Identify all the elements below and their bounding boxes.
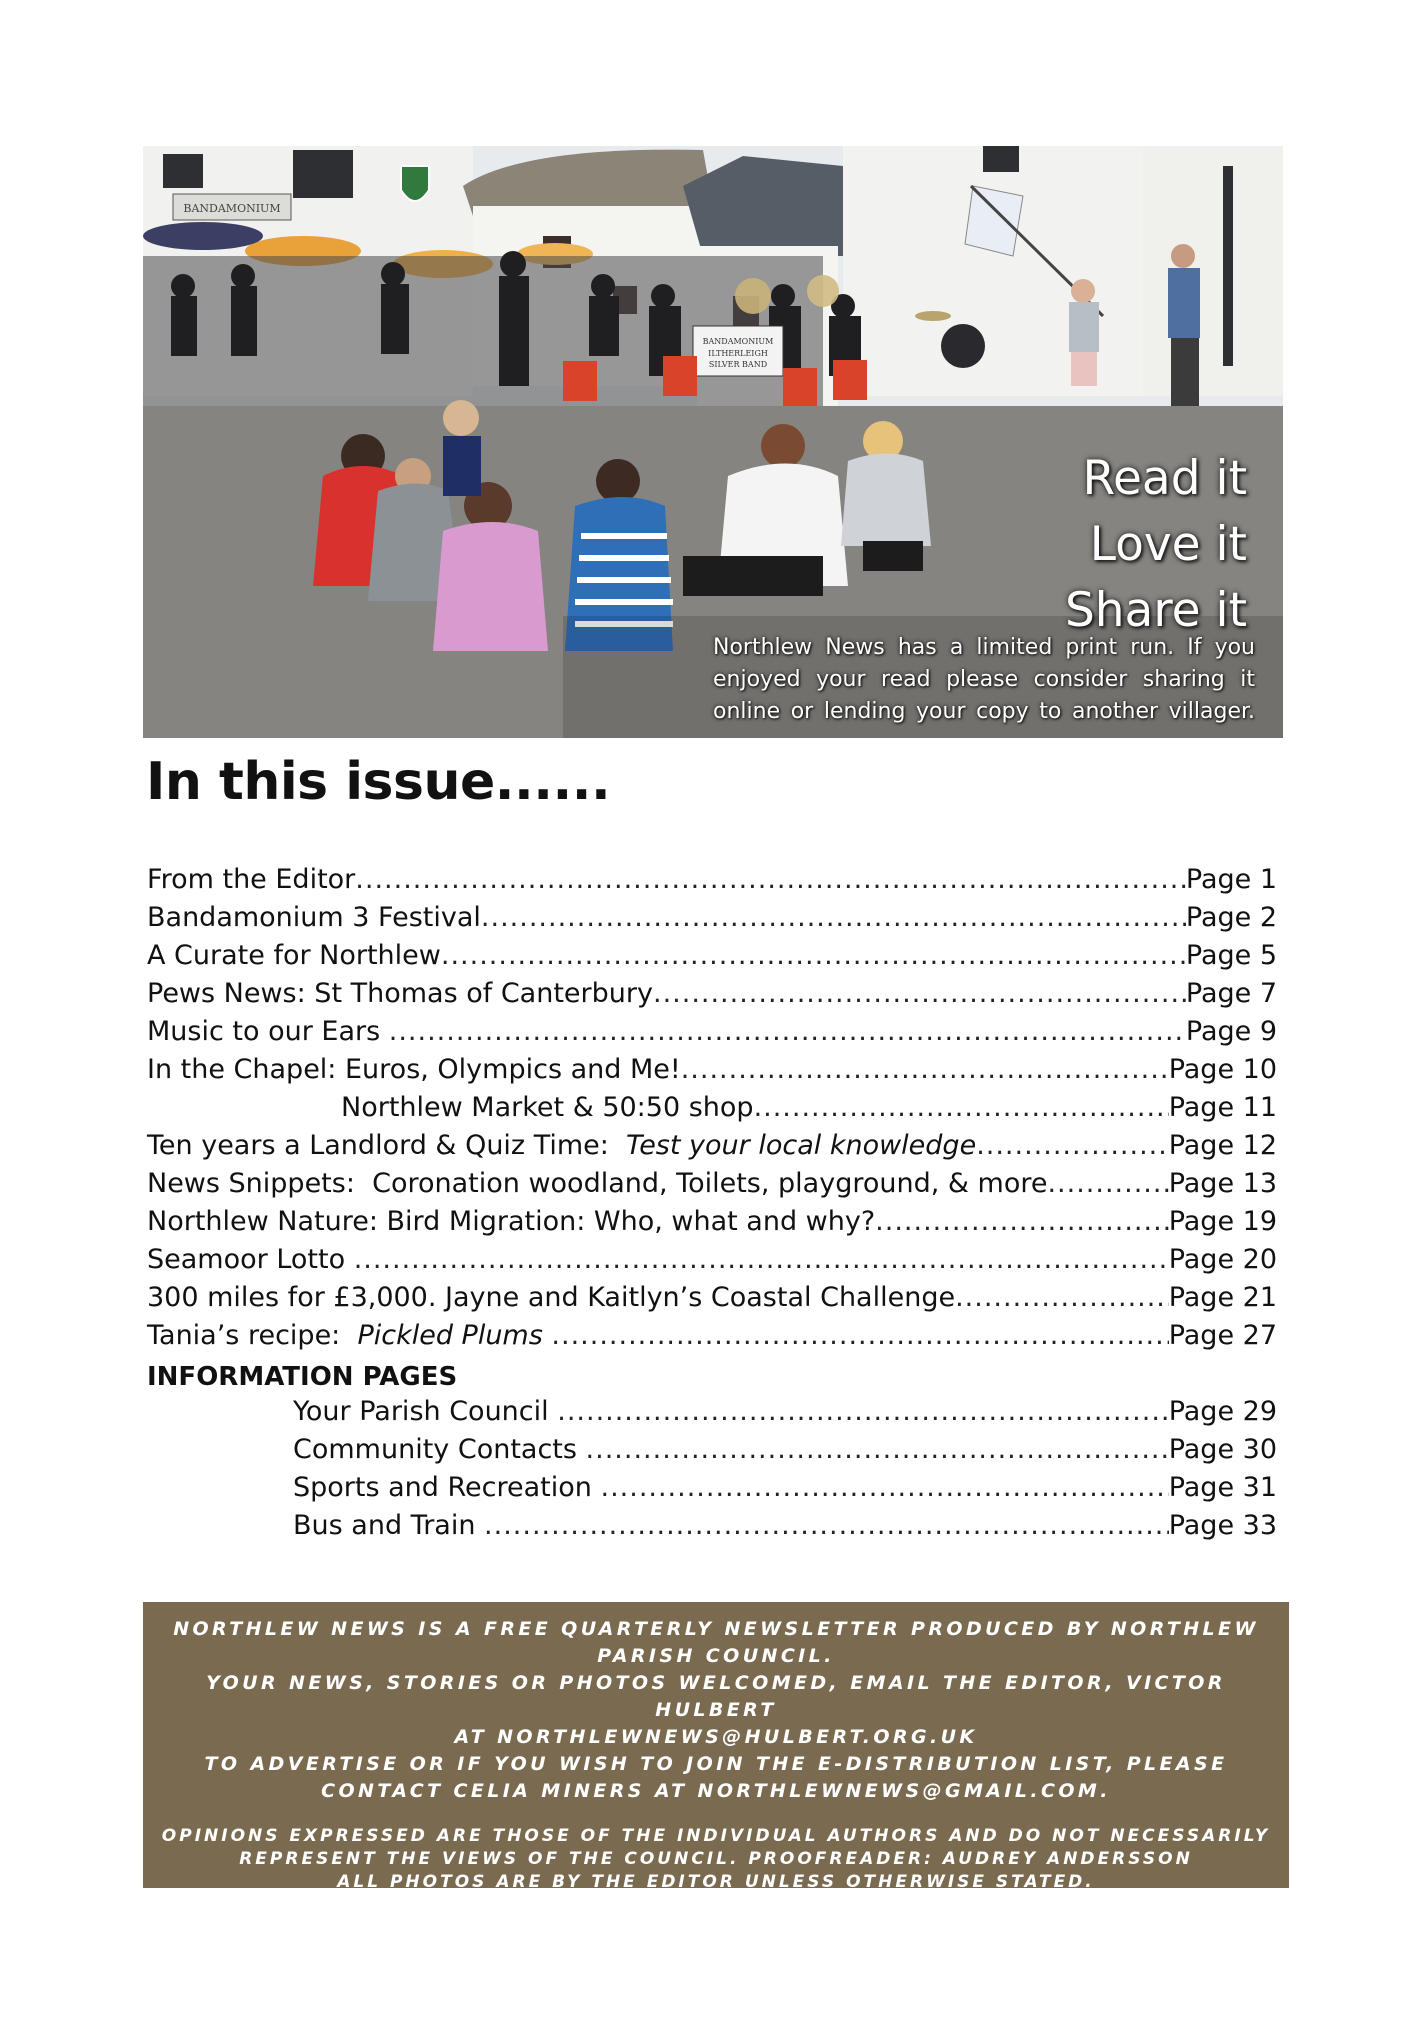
toc-leader-dots (586, 1434, 1169, 1465)
disclaimer-line: ALL PHOTOS ARE BY THE EDITOR UNLESS OTHERWISE STATED. (337, 1872, 1095, 1892)
table-of-contents (147, 864, 1277, 1548)
toc-entry-title: Bandamonium 3 Festival (147, 902, 481, 933)
band-sign-line-3: SILVER BAND (708, 360, 768, 369)
toc-leader-dots (600, 1472, 1168, 1503)
print-run-note-line: Northlew News has a limited print run. If you (713, 635, 1255, 660)
toc-entry-title-after (543, 1320, 552, 1351)
toc-entry-page: Page 20 (1168, 1244, 1277, 1275)
toc-leader-dots (441, 940, 1186, 971)
toc-entry-title: Bus and Train (293, 1510, 485, 1541)
toc-entry-title-plain: Ten years a Landlord & Quiz Time: (147, 1130, 627, 1161)
toc-leader-dots (481, 902, 1186, 933)
print-run-note-line: enjoyed your read please consider sharing it (713, 667, 1255, 692)
toc-entry-title: From the Editor (147, 864, 356, 895)
toc-entry-page: Page 2 (1185, 902, 1277, 933)
toc-entry-page: Page 29 (1168, 1396, 1277, 1427)
toc-leader-dots (754, 1092, 1169, 1123)
issue-heading: In this issue...... (146, 752, 611, 812)
toc-leader-dots (976, 1130, 1169, 1161)
toc-entry[interactable] (147, 1434, 1277, 1472)
toc-entry[interactable] (147, 902, 1277, 940)
toc-entry-title: Pews News: St Thomas of Canterbury (147, 978, 653, 1009)
toc-leader-dots (681, 1054, 1169, 1085)
toc-entry[interactable] (147, 1282, 1277, 1320)
toc-entry-page: Page 21 (1168, 1282, 1277, 1313)
toc-entry[interactable] (147, 1244, 1277, 1282)
toc-leader-dots (355, 864, 1186, 895)
distribution-email-line[interactable]: CONTACT CELIA MINERS AT NORTHLEWNEWS@GMAIL.COM. (321, 1780, 1111, 1802)
cover-photo (143, 146, 1283, 738)
information-pages-heading: INFORMATION PAGES (147, 1362, 458, 1392)
toc-entry-title-plain: Tania’s recipe: (147, 1320, 358, 1351)
toc-entry[interactable] (147, 1472, 1277, 1510)
toc-leader-dots (875, 1206, 1169, 1237)
toc-leader-dots (557, 1396, 1168, 1427)
toc-leader-dots (1047, 1168, 1168, 1199)
toc-entry-title: Community Contacts (293, 1434, 586, 1465)
spacer (143, 1805, 1289, 1825)
toc-entry-page: Page 31 (1168, 1472, 1277, 1503)
slogan-read-it: Read it (1082, 451, 1247, 506)
toc-entry-page: Page 12 (1168, 1130, 1277, 1161)
info-line: NORTHLEW NEWS IS A FREE QUARTERLY NEWSLETTER PRODUCED BY NORTHLEW (173, 1618, 1259, 1640)
toc-entry-title-italic: Test your local knowledge (626, 1130, 977, 1161)
newsletter-info-box (143, 1602, 1289, 1892)
toc-entry[interactable] (147, 1396, 1277, 1434)
toc-leader-dots (484, 1510, 1169, 1541)
toc-entry[interactable] (147, 978, 1277, 1016)
toc-entry-page: Page 33 (1168, 1510, 1277, 1541)
toc-entry-title: Sports and Recreation (293, 1472, 601, 1503)
toc-entry-title: 300 miles for £3,000. Jayne and Kaitlyn’s Coastal Challenge (147, 1282, 956, 1313)
band-sign-line-2: ILTHERLEIGH (708, 349, 768, 358)
info-line: PARISH COUNCIL. (597, 1645, 835, 1667)
toc-entry-page: Page 19 (1168, 1206, 1277, 1237)
toc-entry-title: Northlew Market & 50:50 shop (341, 1092, 754, 1123)
toc-entry-page: Page 9 (1185, 1016, 1277, 1047)
toc-entry-page: Page 7 (1185, 978, 1277, 1009)
toc-entry-title: Seamoor Lotto (147, 1244, 354, 1275)
toc-leader-dots (354, 1244, 1169, 1275)
toc-entry-page: Page 13 (1168, 1168, 1277, 1199)
toc-entry[interactable] (147, 1016, 1277, 1054)
toc-entry-title: A Curate for Northlew (147, 940, 441, 971)
share-slogan (1065, 446, 1247, 644)
toc-entry[interactable] (147, 864, 1277, 902)
band-flag-icon (965, 186, 1023, 256)
print-run-note-line: online or lending your copy to another villager. (713, 699, 1255, 724)
toc-entry[interactable] (147, 1206, 1277, 1244)
village-crest-icon (401, 166, 429, 201)
toc-entry-title: News Snippets: Coronation woodland, Toilets, playground, & more (147, 1168, 1048, 1199)
slogan-share-it: Share it (1064, 583, 1247, 638)
toc-entry[interactable] (147, 1510, 1277, 1548)
toc-entry-title: Your Parish Council (293, 1396, 558, 1427)
band-sign-line-1: BANDAMONIUM (702, 337, 774, 346)
toc-leader-dots (653, 978, 1186, 1009)
editor-email-line[interactable]: AT NORTHLEWNEWS@HULBERT.ORG.UK (454, 1726, 978, 1748)
toc-entry[interactable] (147, 940, 1277, 978)
toc-entry[interactable] (147, 1092, 1277, 1130)
pub-sign-text: BANDAMONIUM (183, 202, 281, 215)
slogan-love-it: Love it (1089, 517, 1247, 572)
toc-entry-title-italic: Pickled Plums (357, 1320, 543, 1351)
toc-entry-page: Page 10 (1168, 1054, 1277, 1085)
toc-entry-title: Northlew Nature: Bird Migration: Who, what and why? (147, 1206, 876, 1237)
toc-leader-dots (389, 1016, 1186, 1047)
toc-entry-page: Page 1 (1185, 864, 1277, 895)
print-run-note (713, 632, 1255, 728)
disclaimer-line: REPRESENT THE VIEWS OF THE COUNCIL. PROOFREADER: AUDREY ANDERSSON (239, 1849, 1193, 1869)
toc-entry[interactable] (147, 1320, 1277, 1358)
toc-entry-title (147, 1130, 976, 1161)
toc-entry[interactable] (147, 1054, 1277, 1092)
toc-leader-dots (551, 1320, 1168, 1351)
toc-entry[interactable] (147, 1130, 1277, 1168)
toc-entry-page: Page 5 (1185, 940, 1277, 971)
toc-entry-page: Page 30 (1168, 1434, 1277, 1465)
toc-entry-title: In the Chapel: Euros, Olympics and Me! (147, 1054, 681, 1085)
toc-entry-page: Page 27 (1168, 1320, 1277, 1351)
toc-entry-title: Music to our Ears (147, 1016, 389, 1047)
toc-leader-dots (955, 1282, 1169, 1313)
toc-entry-page: Page 11 (1168, 1092, 1277, 1123)
toc-entry-title (147, 1320, 551, 1351)
info-line: YOUR NEWS, STORIES OR PHOTOS WELCOMED, EMAIL THE EDITOR, VICTOR HULBERT (206, 1672, 1226, 1721)
info-line: TO ADVERTISE OR IF YOU WISH TO JOIN THE E-DISTRIBUTION LIST, PLEASE (204, 1753, 1228, 1775)
disclaimer-line: OPINIONS EXPRESSED ARE THOSE OF THE INDIVIDUAL AUTHORS AND DO NOT NECESSARILY (161, 1826, 1271, 1846)
toc-entry[interactable] (147, 1168, 1277, 1206)
